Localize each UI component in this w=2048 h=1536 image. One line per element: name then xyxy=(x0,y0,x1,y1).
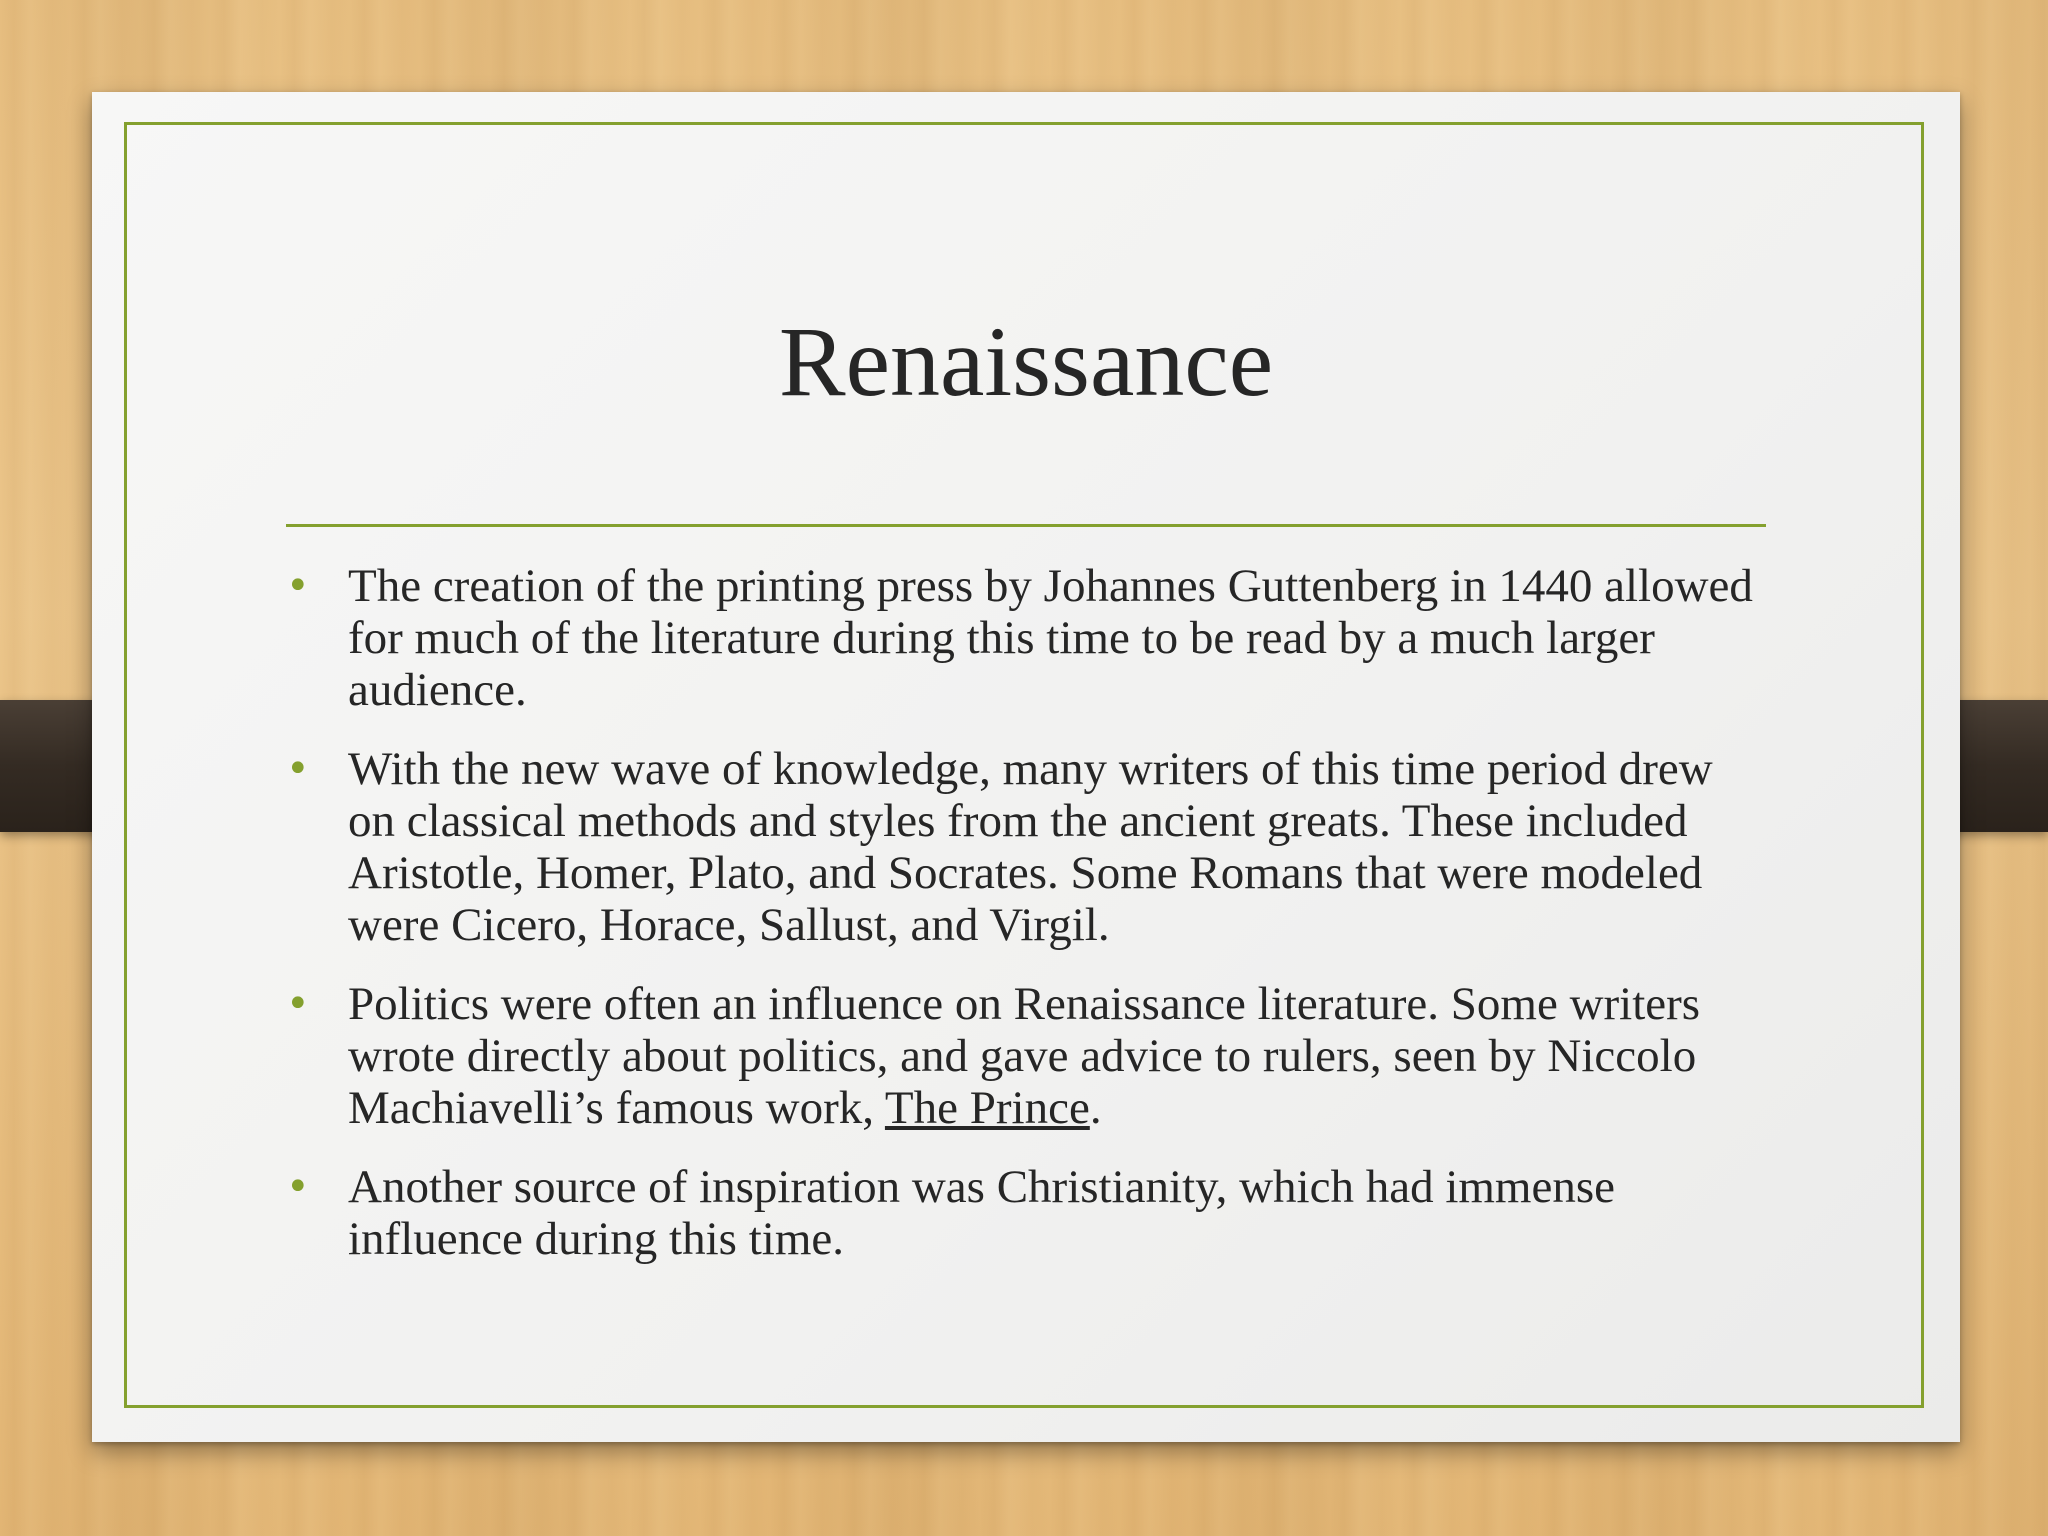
bullet-dot-icon: • xyxy=(286,563,310,609)
bullet-text-after: . xyxy=(1089,1082,1102,1134)
bullet-item-classical-methods xyxy=(286,743,1766,951)
bullet-text xyxy=(348,978,1700,1134)
bullet-dot-icon: • xyxy=(286,746,310,792)
slide-card xyxy=(92,92,1960,1442)
bullet-item-printing-press xyxy=(286,560,1766,716)
bullet-list xyxy=(286,560,1766,1292)
bullet-text: The creation of the printing press by Johannes Guttenberg in 1440 allowed for much of the literature during this time to be read by a much larger audience. xyxy=(348,560,1753,716)
bullet-dot-icon: • xyxy=(286,1164,310,1210)
book-title-the-prince: The Prince xyxy=(884,1082,1090,1134)
title-divider xyxy=(286,524,1766,527)
bullet-text: Another source of inspiration was Christianity, which had immense influence during this time. xyxy=(348,1161,1616,1265)
bullet-text: With the new wave of knowledge, many writers of this time period drew on classical methods and styles from the ancient greats. These included Aristotle, Homer, Plato, and Socrates. Some Romans that were modeled were Cicero, Horace, Sallust, and Virgil. xyxy=(348,743,1713,951)
bullet-text-before: Politics were often an influence on Renaissance literature. Some writers wrote directly about politics, and gave advice to rulers, seen by Niccolo Machiavelli’s famous work, xyxy=(348,978,1701,1134)
bullet-dot-icon: • xyxy=(286,981,310,1027)
bullet-item-politics xyxy=(286,978,1766,1134)
bullet-item-christianity xyxy=(286,1161,1766,1265)
slide-title: Renaissance xyxy=(778,306,1274,417)
